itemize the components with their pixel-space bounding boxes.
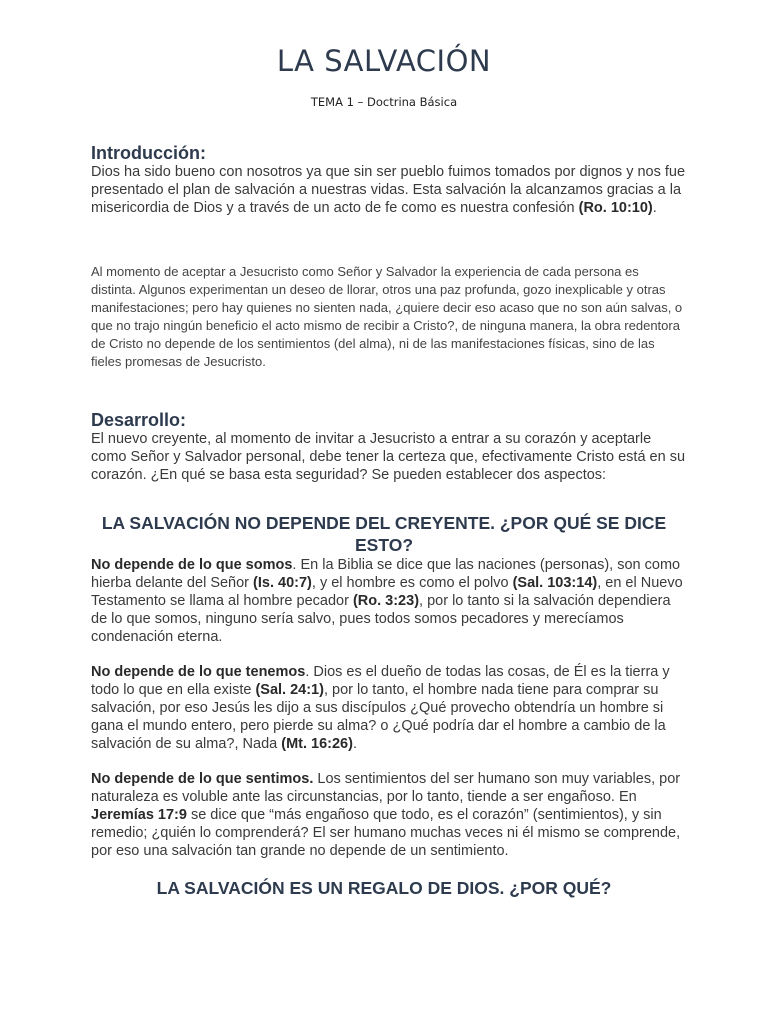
tenemos-t2: , por lo tanto, el hombre nada tiene para comprar su salvación, por eso Jesús les dijo a sus discípulos ¿Qué provecho obtendría un hombre si gana el mundo entero, pero pierde su alma? o ¿Qué podría dar el hombre a cambio de la salvación de su alma?, Nada <box>91 682 666 752</box>
section1-heading: LA SALVACIÓN NO DEPENDE DEL CREYENTE. ¿POR QUÉ SE DICE ESTO? <box>101 513 667 555</box>
intro-p1-text: Dios ha sido bueno con nosotros ya que sin ser pueblo fuimos tomados por dignos y nos fue presentado el plan de salvación a nuestras vidas. Esta salvación la alcanzamos gracias a la misericordia de Dios y a través de un acto de fe como es nuestra confesión <box>91 164 686 216</box>
tenemos-block <box>91 663 687 753</box>
somos-lead: No depende de lo que somos <box>91 557 293 573</box>
intro-paragraph-1 <box>91 163 687 217</box>
section1-heading-block <box>91 512 677 556</box>
tenemos-r2: (Mt. 16:26) <box>281 736 353 752</box>
somos-t2: , y el hombre es como el polvo <box>311 575 513 591</box>
desarrollo-heading: Desarrollo: <box>91 410 187 430</box>
desarrollo-paragraph-1: El nuevo creyente, al momento de invitar a Jesucristo a entrar a su corazón y aceptarle como Señor y Salvador personal, debe tener la certeza que, efectivamente Cristo está en su corazón. ¿En qué se basa esta seguridad? Se pueden establecer dos aspectos: <box>91 431 686 483</box>
somos-r2: (Sal. 103:14) <box>512 575 598 591</box>
somos-r3: (Ro. 3:23) <box>352 593 420 609</box>
somos-t3: , en el Nuevo Testamento se llama al hombre pecador <box>91 575 683 609</box>
somos-paragraph <box>91 556 687 646</box>
tenemos-r1: (Sal. 24:1) <box>255 682 324 698</box>
somos-t4: , por lo tanto si la salvación dependiera de lo que somos, ninguno sería salvo, pues todos somos pecadores y merecíamos condenación eterna. <box>91 593 671 645</box>
intro-p1-end: . <box>652 200 657 216</box>
page-title: LA SALVACIÓN <box>276 44 492 78</box>
somos-block <box>91 556 687 646</box>
sentimos-lead: No depende de lo que sentimos. <box>91 771 314 787</box>
tenemos-t1: . Dios es el dueño de todas las cosas, de Él es la tierra y todo lo que en ella existe <box>91 664 670 698</box>
tenemos-paragraph <box>91 663 687 753</box>
intro-section <box>91 143 687 217</box>
sentimos-t1: Los sentimientos del ser humano son muy variables, por naturaleza es voluble ante las circunstancias, por lo tanto, tiende a ser engañoso. En <box>91 771 681 805</box>
desarrollo-section <box>91 410 687 484</box>
intro-p1-ref: (Ro. 10:10) <box>578 200 653 216</box>
somos-r1: (Is. 40:7) <box>253 575 312 591</box>
sentimos-r1: Jeremías 17:9 <box>91 807 187 823</box>
section2-heading: LA SALVACIÓN ES UN REGALO DE DIOS. ¿POR QUÉ? <box>156 878 612 898</box>
tenemos-lead: No depende de lo que tenemos <box>91 664 306 680</box>
section2-heading-block <box>91 877 677 899</box>
intro-heading: Introducción: <box>91 143 206 163</box>
page-subtitle: TEMA 1 – Doctrina Básica <box>310 95 458 109</box>
sentimos-paragraph <box>91 770 687 860</box>
somos-t1: . En la Biblia se dice que las naciones (personas), son como hierba delante del Señor <box>91 557 681 591</box>
tenemos-t3: . <box>352 736 357 752</box>
intro-paragraph-2: Al momento de aceptar a Jesucristo como Señor y Salvador la experiencia de cada persona es distinta. Algunos experimentan un deseo de llorar, otros una paz profunda, gozo inexplicable y otras manifestaciones; pero hay quienes no sienten nada, ¿quiere decir eso acaso que no son aún salvas, o que no trajo ningún beneficio el acto mismo de recibir a Cristo?, de ninguna manera, la obra redentora de Cristo no depende de los sentimientos (del alma), ni de las manifestaciones físicas, sino de las fieles promesas de Jesucristo. <box>91 264 683 369</box>
sentimos-t2: se dice que “más engañoso que todo, es el corazón” (sentimientos), y sin remedio; ¿quién lo comprenderá? El ser humano muchas veces ni él mismo se comprende, por eso una salvación tan grande no depende de un sentimiento. <box>91 807 681 859</box>
sentimos-block <box>91 770 687 860</box>
intro-paragraph-2-block <box>91 263 687 371</box>
